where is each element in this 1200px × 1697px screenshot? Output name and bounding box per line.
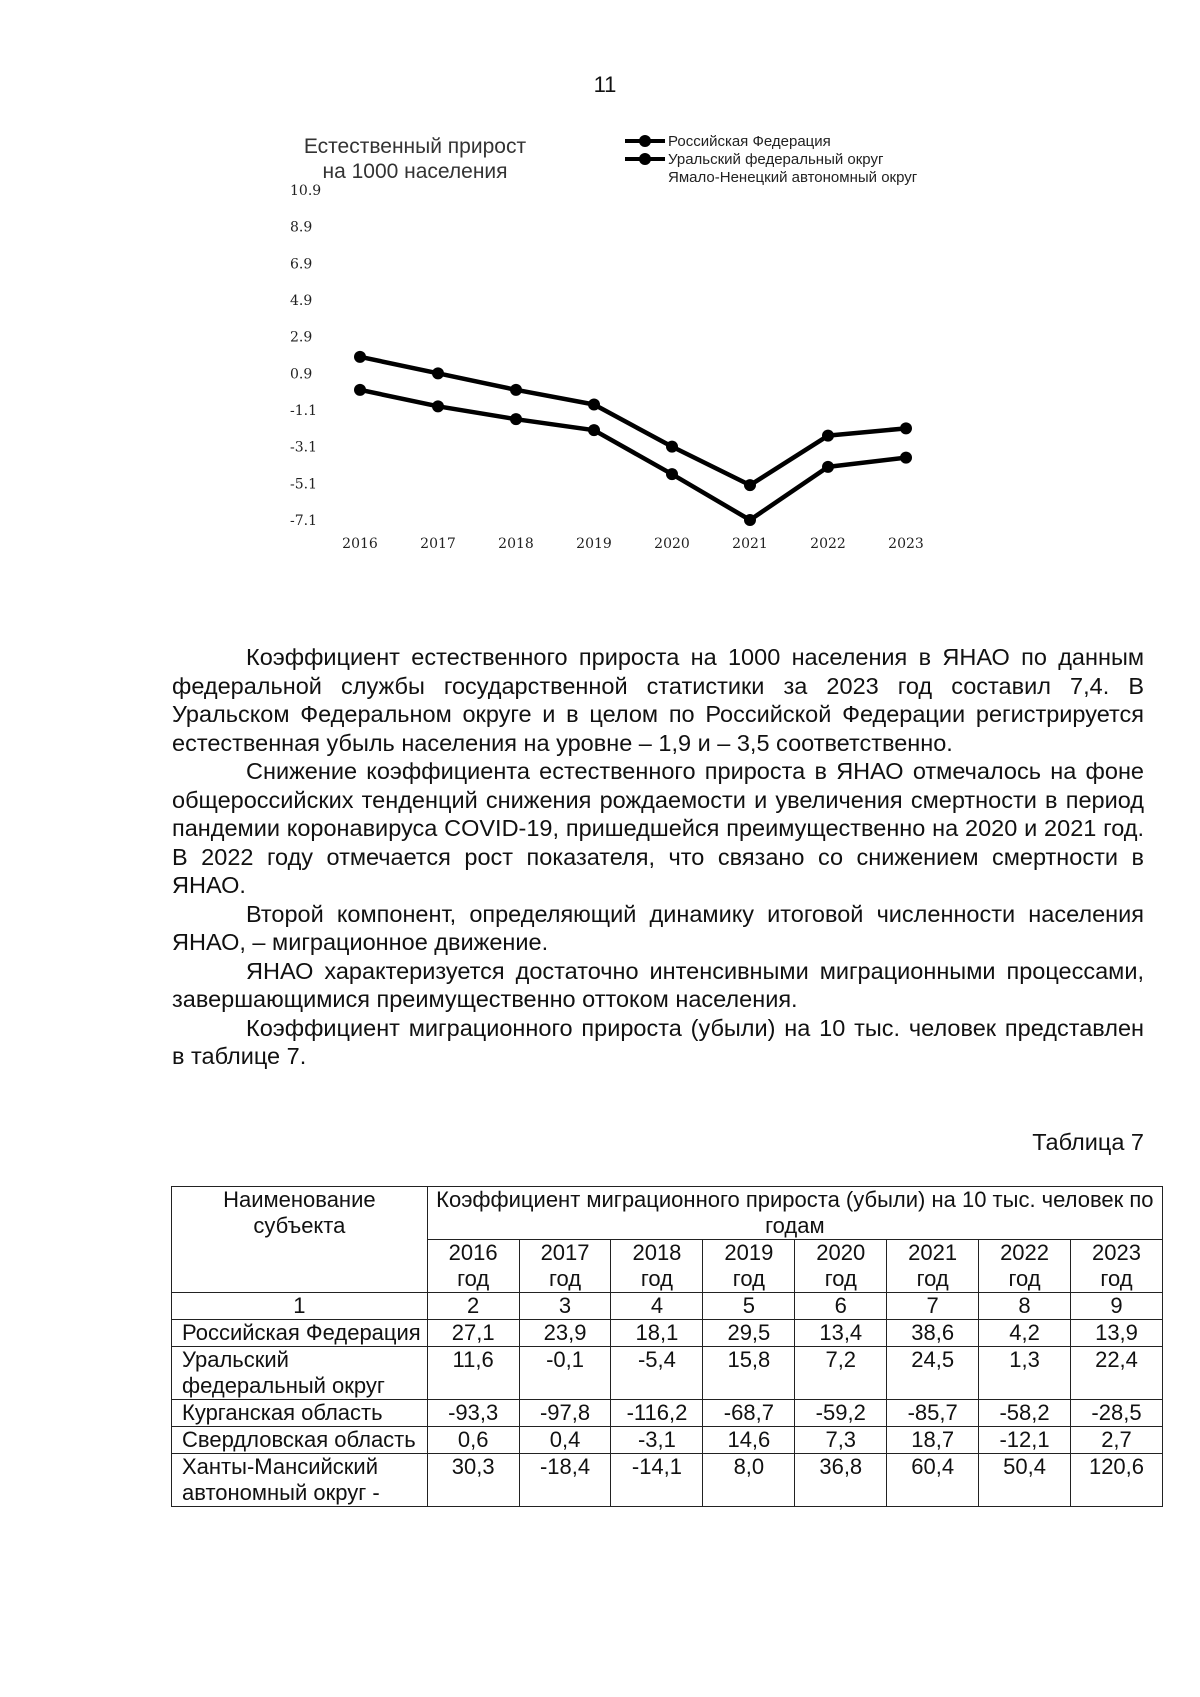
index-row bbox=[172, 1293, 1163, 1320]
value-cell: -59,2 bbox=[795, 1400, 887, 1427]
data-point bbox=[588, 424, 600, 436]
page-number: 11 bbox=[593, 72, 617, 97]
header-group-cell: Коэффициент миграционного прироста (убыли) на 10 тыс. человек по годам bbox=[427, 1187, 1162, 1240]
table-caption: Таблица 7 bbox=[1032, 1129, 1144, 1155]
y-tick-label: -7.1 bbox=[290, 513, 317, 529]
table-row bbox=[172, 1454, 1163, 1507]
value-cell: 0,4 bbox=[519, 1427, 611, 1454]
value-cell: 60,4 bbox=[887, 1454, 979, 1507]
data-point bbox=[666, 441, 678, 453]
paragraph-3: Второй компонент, определяющий динамику итоговой численности населения ЯНАО, – миграционное движение. bbox=[172, 900, 1144, 955]
y-tick-label: -5.1 bbox=[290, 476, 317, 493]
x-tick-label: 2018 bbox=[498, 536, 534, 552]
y-tick-label: -3.1 bbox=[290, 439, 317, 456]
legend-marker bbox=[639, 135, 651, 147]
value-cell: -97,8 bbox=[519, 1400, 611, 1427]
value-cell: 15,8 bbox=[703, 1347, 795, 1400]
y-tick-label: 2.9 bbox=[290, 329, 313, 346]
region-name-cell: Ханты-Мансийский автономный округ - bbox=[172, 1454, 428, 1507]
header-name-cell: Наименование субъекта bbox=[172, 1187, 428, 1293]
value-cell: 18,7 bbox=[887, 1427, 979, 1454]
data-point bbox=[354, 351, 366, 363]
value-cell: -14,1 bbox=[611, 1454, 703, 1507]
value-cell: 18,1 bbox=[611, 1320, 703, 1347]
data-point bbox=[900, 422, 912, 434]
data-point bbox=[822, 461, 834, 473]
value-cell: 4,2 bbox=[979, 1320, 1071, 1347]
x-tick-label: 2023 bbox=[888, 536, 924, 552]
x-tick-label: 2021 bbox=[732, 536, 768, 552]
value-cell: 2,7 bbox=[1070, 1427, 1162, 1454]
header-year-cell: 2017 год bbox=[519, 1240, 611, 1293]
value-cell: -85,7 bbox=[887, 1400, 979, 1427]
value-cell: 11,6 bbox=[427, 1347, 519, 1400]
y-tick-label: 4.9 bbox=[290, 293, 313, 309]
legend-label: Ямало-Ненецкий автономный округ bbox=[668, 169, 918, 186]
index-cell: 7 bbox=[887, 1293, 979, 1320]
x-tick-label: 2020 bbox=[654, 536, 690, 552]
paragraph-1: Коэффициент естественного прироста на 1000 населения в ЯНАО по данным федеральной службы государственной статистики за 2023 год составил 7,4. В Уральском Федеральном округе и в целом по Российской Федерации регистрируется естественная убыль населения на уровне – 1,9 и – 3,5 соответственно. bbox=[172, 644, 1144, 756]
region-name-cell: Курганская область bbox=[172, 1400, 428, 1427]
data-point bbox=[432, 400, 444, 412]
header-year-cell: 2020 год bbox=[795, 1240, 887, 1293]
value-cell: 50,4 bbox=[979, 1454, 1071, 1507]
value-cell: 13,4 bbox=[795, 1320, 887, 1347]
paragraph-2: Снижение коэффициента естественного прироста в ЯНАО отмечалось на фоне общероссийских тенденций снижения рождаемости и увеличения смертности в период пандемии коронавируса COVID-19, пришедшейся преимущественно на 2020 и 2021 год. В 2022 году отмечается рост показателя, что связано со снижением смертности в ЯНАО. bbox=[172, 758, 1144, 898]
header-year-cell: 2018 год bbox=[611, 1240, 703, 1293]
table-row bbox=[172, 1400, 1163, 1427]
index-cell: 9 bbox=[1070, 1293, 1162, 1320]
value-cell: 24,5 bbox=[887, 1347, 979, 1400]
data-point bbox=[510, 413, 522, 425]
data-point bbox=[354, 384, 366, 396]
legend-marker bbox=[639, 153, 651, 165]
value-cell: 13,9 bbox=[1070, 1320, 1162, 1347]
header-year-cell: 2023 год bbox=[1070, 1240, 1162, 1293]
index-cell: 2 bbox=[427, 1293, 519, 1320]
value-cell: -3,1 bbox=[611, 1427, 703, 1454]
index-cell: 5 bbox=[703, 1293, 795, 1320]
x-tick-label: 2017 bbox=[420, 536, 456, 552]
value-cell: -58,2 bbox=[979, 1400, 1071, 1427]
value-cell: 0,6 bbox=[427, 1427, 519, 1454]
chart-title-line-2: на 1000 населения bbox=[322, 160, 508, 183]
header-year-cell: 2016 год bbox=[427, 1240, 519, 1293]
x-tick-label: 2016 bbox=[342, 536, 378, 552]
value-cell: 29,5 bbox=[703, 1320, 795, 1347]
value-cell: -0,1 bbox=[519, 1347, 611, 1400]
index-cell: 3 bbox=[519, 1293, 611, 1320]
value-cell: 8,0 bbox=[703, 1454, 795, 1507]
region-name-cell: Свердловская область bbox=[172, 1427, 428, 1454]
data-point bbox=[900, 452, 912, 464]
region-name-cell: Российская Федерация bbox=[172, 1320, 428, 1347]
x-tick-label: 2019 bbox=[576, 536, 612, 552]
value-cell: -12,1 bbox=[979, 1427, 1071, 1454]
body-text bbox=[172, 643, 1144, 1071]
index-cell: 8 bbox=[979, 1293, 1071, 1320]
legend-label: Российская Федерация bbox=[668, 133, 831, 150]
data-point bbox=[744, 514, 756, 526]
legend-label: Уральский федеральный округ bbox=[668, 151, 884, 168]
data-point bbox=[510, 384, 522, 396]
index-cell: 1 bbox=[172, 1293, 428, 1320]
y-tick-label: 0.9 bbox=[290, 366, 313, 383]
paragraph-5: Коэффициент миграционного прироста (убыли) на 10 тыс. человек представлен в таблице 7. bbox=[172, 1014, 1144, 1069]
value-cell: -18,4 bbox=[519, 1454, 611, 1507]
value-cell: 27,1 bbox=[427, 1320, 519, 1347]
data-point bbox=[588, 399, 600, 411]
migration-table bbox=[171, 1186, 1163, 1507]
y-tick-label: 10.9 bbox=[290, 183, 322, 199]
header-year-cell: 2021 год bbox=[887, 1240, 979, 1293]
paragraph-4: ЯНАО характеризуется достаточно интенсивными миграционными процессами, завершающимися преимущественно оттоком населения. bbox=[172, 957, 1144, 1012]
value-cell: -5,4 bbox=[611, 1347, 703, 1400]
header-year-cell: 2022 год bbox=[979, 1240, 1071, 1293]
value-cell: 38,6 bbox=[887, 1320, 979, 1347]
data-point bbox=[744, 479, 756, 491]
data-point bbox=[666, 468, 678, 480]
region-name-cell: Уральский федеральный округ bbox=[172, 1347, 428, 1400]
header-row bbox=[172, 1187, 1163, 1240]
value-cell: -68,7 bbox=[703, 1400, 795, 1427]
value-cell: 120,6 bbox=[1070, 1454, 1162, 1507]
value-cell: 7,3 bbox=[795, 1427, 887, 1454]
data-point bbox=[432, 367, 444, 379]
chart-title-line-1: Естественный прирост bbox=[303, 135, 527, 158]
table-row bbox=[172, 1320, 1163, 1347]
value-cell: 1,3 bbox=[979, 1347, 1071, 1400]
value-cell: 7,2 bbox=[795, 1347, 887, 1400]
y-tick-label: 8.9 bbox=[290, 219, 313, 236]
y-tick-label: 6.9 bbox=[290, 256, 313, 273]
table-row bbox=[172, 1427, 1163, 1454]
y-tick-label: -1.1 bbox=[290, 403, 317, 419]
index-cell: 4 bbox=[611, 1293, 703, 1320]
value-cell: 23,9 bbox=[519, 1320, 611, 1347]
table-row bbox=[172, 1347, 1163, 1400]
value-cell: 30,3 bbox=[427, 1454, 519, 1507]
natural-growth-chart bbox=[270, 130, 1050, 610]
value-cell: 14,6 bbox=[703, 1427, 795, 1454]
index-cell: 6 bbox=[795, 1293, 887, 1320]
x-tick-label: 2022 bbox=[810, 536, 846, 552]
value-cell: -93,3 bbox=[427, 1400, 519, 1427]
header-year-cell: 2019 год bbox=[703, 1240, 795, 1293]
value-cell: -28,5 bbox=[1070, 1400, 1162, 1427]
value-cell: -116,2 bbox=[611, 1400, 703, 1427]
data-point bbox=[822, 430, 834, 442]
value-cell: 36,8 bbox=[795, 1454, 887, 1507]
value-cell: 22,4 bbox=[1070, 1347, 1162, 1400]
